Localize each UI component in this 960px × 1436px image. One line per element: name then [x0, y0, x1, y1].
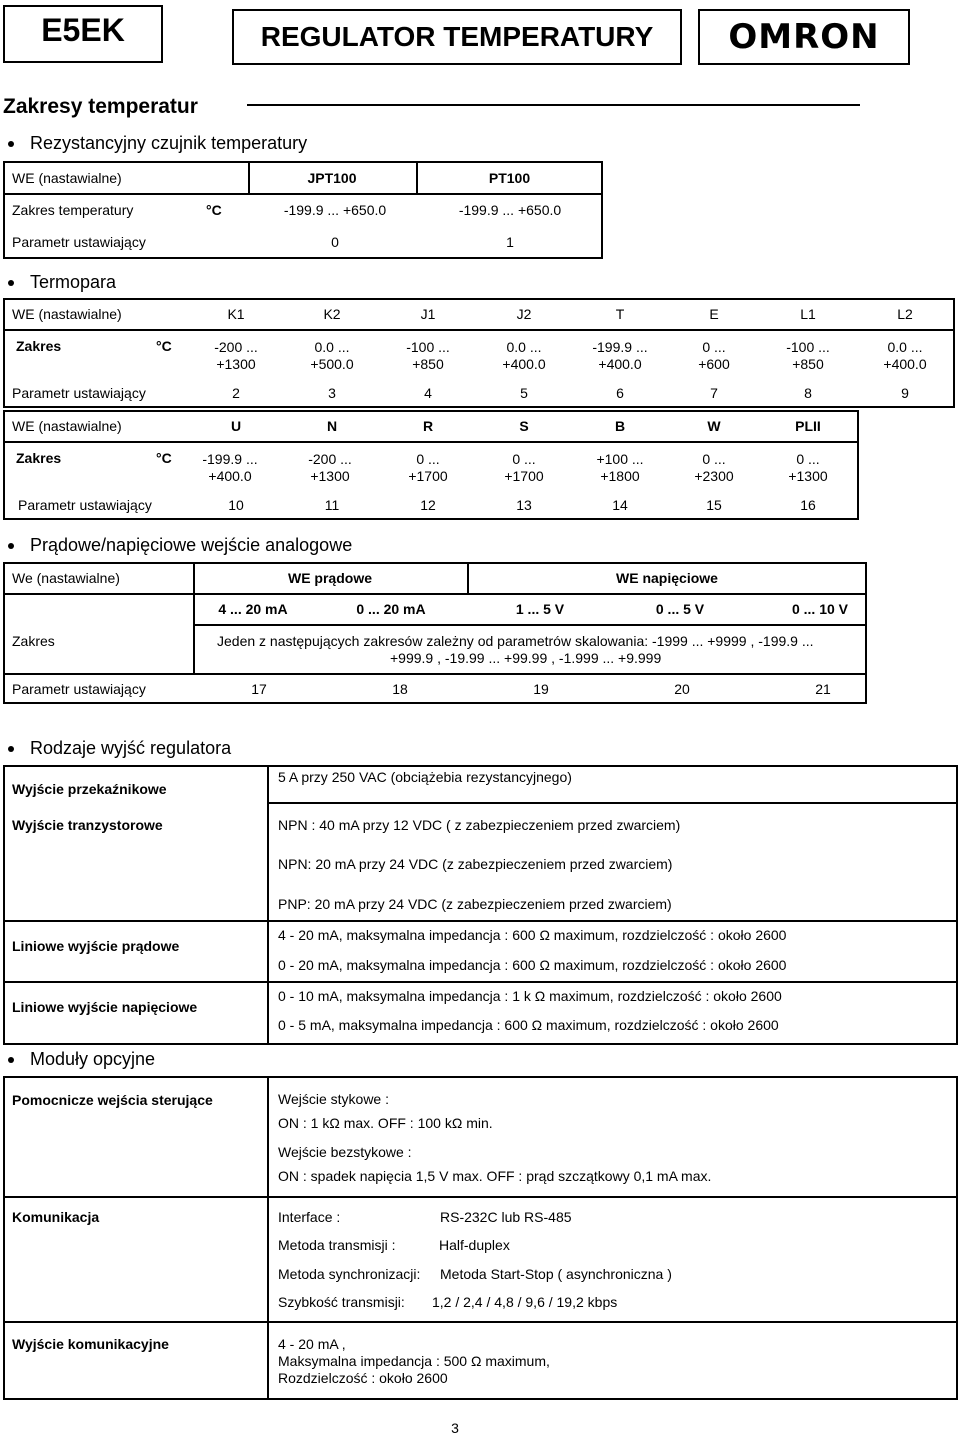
bullet-icon	[8, 543, 14, 549]
tc-range-label: Zakres	[16, 450, 62, 466]
bullet-icon	[8, 141, 14, 147]
analog-param-value: 19	[533, 681, 549, 697]
rtd-range-label: Zakres temperatury	[12, 202, 134, 218]
tc-param: 15	[706, 497, 722, 513]
analog-we-voltage: WE napięciowe	[616, 570, 718, 586]
bullet-icon	[8, 280, 14, 286]
tc-name: U	[230, 418, 242, 434]
analog-range-value: 0 ... 5 V	[655, 601, 705, 617]
rtd-param-value: 1	[506, 234, 514, 250]
relay-output-label: Wyjście przekaźnikowe	[12, 781, 167, 797]
bullet-icon	[8, 1057, 14, 1063]
analog-row-divider	[3, 593, 867, 595]
tc-name: N	[326, 418, 338, 434]
rtd-we-label: WE (nastawialne)	[12, 170, 122, 186]
analog-range-value: 0 ... 10 V	[791, 601, 849, 617]
rtd-col-name: PT100	[488, 170, 531, 186]
tc-range-label: Zakres	[16, 338, 62, 354]
aux-inputs-line: Wejście stykowe :	[278, 1091, 389, 1107]
tc-range: 0 ... +1700	[504, 451, 544, 484]
tc-range: 0 ... +2300	[694, 451, 734, 484]
transistor-output-value: PNP: 20 mA przy 24 VDC (z zabezpieczeniem przed zwarciem)	[278, 896, 672, 912]
tc-we-label: WE (nastawialne)	[12, 306, 122, 322]
bullet-icon	[8, 746, 14, 752]
tc-name: L1	[800, 306, 816, 322]
communication-key: Metoda synchronizacji:	[278, 1266, 421, 1282]
tc-range: -200 ... +1300	[308, 451, 352, 484]
linear-current-output-label: Liniowe wyjście prądowe	[12, 938, 180, 954]
tc-we-label: WE (nastawialne)	[12, 418, 122, 434]
communication-key: Metoda transmisji :	[278, 1237, 396, 1253]
tc-name: PLII	[795, 418, 821, 434]
section-title-rule	[247, 104, 860, 106]
tc-heading: Termopara	[30, 272, 117, 292]
tc-range: 0 ... +1300	[788, 451, 828, 484]
tc-range: -199.9 ... +400.0	[202, 451, 258, 484]
section-title: Zakresy temperatur	[3, 95, 198, 118]
analog-range-label: Zakres	[12, 633, 55, 649]
transistor-output-value: NPN: 20 mA przy 24 VDC (z zabezpieczeniem przed zwarciem)	[278, 856, 673, 872]
communication-output-line: Maksymalna impedancja : 500 Ω maximum,	[278, 1353, 550, 1369]
rtd-param-value: 0	[331, 234, 339, 250]
relay-output-value: 5 A przy 250 VAC (obciążebia rezystancyjnego)	[278, 769, 572, 785]
rtd-row-divider	[3, 193, 603, 195]
tc-range: 0.0 ... +400.0	[502, 339, 546, 372]
analog-range-value: 4 ... 20 mA	[218, 601, 288, 617]
analog-range-text: +999.9 , -19.99 ... +99.99 , -1.999 ... +9.999	[390, 650, 662, 666]
tc-param: 16	[800, 497, 816, 513]
tc-param: 3	[328, 385, 336, 401]
transistor-output-label: Wyjście tranzystorowe	[12, 817, 163, 833]
aux-inputs-line: ON : 1 kΩ max. OFF : 100 kΩ min.	[278, 1115, 493, 1131]
rtd-heading: Rezystancyjny czujnik temperatury	[30, 133, 308, 153]
tc-name: S	[519, 418, 529, 434]
outputs-heading: Rodzaje wyjść regulatora	[30, 738, 232, 758]
analog-we-label: We (nastawialne)	[12, 570, 120, 586]
aux-inputs-line: ON : spadek napięcia 1,5 V max. OFF : prąd szczątkowy 0,1 mA max.	[278, 1168, 712, 1184]
tc-name: B	[614, 418, 626, 434]
outputs-row-divider	[267, 802, 958, 804]
tc-unit: °C	[156, 338, 172, 354]
analog-param-value: 21	[815, 681, 831, 697]
analog-range-value: 1 ... 5 V	[515, 601, 565, 617]
tc-range: 0.0 ... +400.0	[883, 339, 927, 372]
tc-range: -100 ... +850	[406, 339, 450, 372]
linear-voltage-output-label: Liniowe wyjście napięciowe	[12, 999, 198, 1015]
modules-row-divider	[3, 1196, 958, 1198]
tc-param: 7	[710, 385, 718, 401]
linear-current-output-value: 0 - 20 mA, maksymalna impedancja : 600 Ω maximum, rozdzielczość : około 2600	[278, 957, 787, 973]
aux-inputs-label: Pomocnicze wejścia sterujące	[12, 1092, 213, 1108]
page-number: 3	[451, 1420, 459, 1436]
tc-range: -199.9 ... +400.0	[592, 339, 648, 372]
tc-param-label: Parametr ustawiający	[18, 497, 152, 513]
tc-name: R	[422, 418, 434, 434]
transistor-output-value: NPN : 40 mA przy 12 VDC ( z zabezpieczeniem przed zwarciem)	[278, 817, 681, 833]
tc-range: +100 ... +1800	[596, 451, 644, 484]
tc-param: 10	[228, 497, 244, 513]
tc-name: T	[615, 306, 625, 322]
omron-logo: OMRON	[728, 17, 880, 57]
outputs-row-divider	[3, 920, 958, 922]
tc-name: E	[709, 306, 719, 322]
header-title: REGULATOR TEMPERATURY	[260, 21, 654, 52]
analog-row-divider	[193, 624, 867, 626]
tc-param: 14	[612, 497, 628, 513]
communication-label: Komunikacja	[12, 1209, 100, 1225]
tc-unit: °C	[156, 450, 172, 466]
header-model: E5EK	[41, 12, 125, 48]
analog-param-value: 20	[674, 681, 690, 697]
communication-value: RS-232C lub RS-485	[440, 1209, 572, 1225]
analog-param-value: 17	[251, 681, 267, 697]
linear-voltage-output-value: 0 - 5 mA, maksymalna impedancja : 600 Ω maximum, rozdzielczość : około 2600	[278, 1017, 779, 1033]
outputs-col-divider	[267, 765, 269, 1045]
tc-param: 9	[901, 385, 909, 401]
tc-param: 8	[804, 385, 812, 401]
modules-col-divider	[267, 1076, 269, 1400]
analog-param-value: 18	[392, 681, 408, 697]
linear-current-output-value: 4 - 20 mA, maksymalna impedancja : 600 Ω maximum, rozdzielczość : około 2600	[278, 927, 787, 943]
tc-param-label: Parametr ustawiający	[12, 385, 146, 401]
analog-range-value: 0 ... 20 mA	[356, 601, 426, 617]
communication-value: Half-duplex	[439, 1237, 510, 1253]
tc-range: -100 ... +850	[786, 339, 830, 372]
outputs-row-divider	[3, 981, 958, 983]
modules-heading: Moduły opcyjne	[30, 1049, 156, 1069]
communication-value: Metoda Start-Stop ( asynchroniczna )	[440, 1266, 672, 1282]
analog-param-label: Parametr ustawiający	[12, 681, 146, 697]
rtd-range-value: -199.9 ... +650.0	[458, 202, 562, 218]
tc-name: K1	[227, 306, 245, 322]
tc-name: L2	[897, 306, 913, 322]
linear-voltage-output-value: 0 - 10 mA, maksymalna impedancja : 1 k Ω maximum, rozdzielczość : około 2600	[278, 988, 782, 1004]
tc-name: W	[707, 418, 721, 434]
communication-key: Interface :	[278, 1209, 341, 1225]
analog-we-current: WE prądowe	[287, 570, 372, 586]
tc-param: 13	[516, 497, 532, 513]
tc-name: J1	[420, 306, 436, 322]
tc-row-divider	[3, 329, 955, 331]
modules-row-divider	[3, 1321, 958, 1323]
communication-output-line: Rozdzielczość : około 2600	[278, 1370, 448, 1386]
rtd-unit: °C	[206, 202, 222, 218]
rtd-param-label: Parametr ustawiający	[12, 234, 146, 250]
tc-name: J2	[516, 306, 532, 322]
rtd-range-value: -199.9 ... +650.0	[283, 202, 387, 218]
tc-row-divider	[3, 441, 859, 443]
tc-range: -200 ... +1300	[214, 339, 258, 372]
tc-param: 6	[616, 385, 624, 401]
tc-param: 11	[324, 497, 340, 513]
tc-range: 0 ... +1700	[408, 451, 448, 484]
tc-param: 12	[420, 497, 436, 513]
tc-param: 4	[424, 385, 432, 401]
analog-row-divider	[3, 673, 867, 675]
analog-range-text: Jeden z następujących zakresów zależny od parametrów skalowania: -1999 ... +9999 , -199.9 ...	[217, 633, 814, 649]
tc-name: K2	[323, 306, 341, 322]
tc-param: 2	[232, 385, 240, 401]
tc-param: 5	[520, 385, 528, 401]
tc-range: 0.0 ... +500.0	[310, 339, 354, 372]
analog-heading: Prądowe/napięciowe wejście analogowe	[30, 535, 353, 555]
aux-inputs-line: Wejście bezstykowe :	[278, 1144, 412, 1160]
tc-range: 0 ... +600	[698, 339, 730, 372]
communication-value: 1,2 / 2,4 / 4,8 / 9,6 / 19,2 kbps	[432, 1294, 618, 1310]
communication-output-label: Wyjście komunikacyjne	[12, 1336, 169, 1352]
communication-key: Szybkość transmisji:	[278, 1294, 405, 1310]
rtd-col-name: JPT100	[307, 170, 357, 186]
communication-output-line: 4 - 20 mA ,	[278, 1336, 346, 1352]
